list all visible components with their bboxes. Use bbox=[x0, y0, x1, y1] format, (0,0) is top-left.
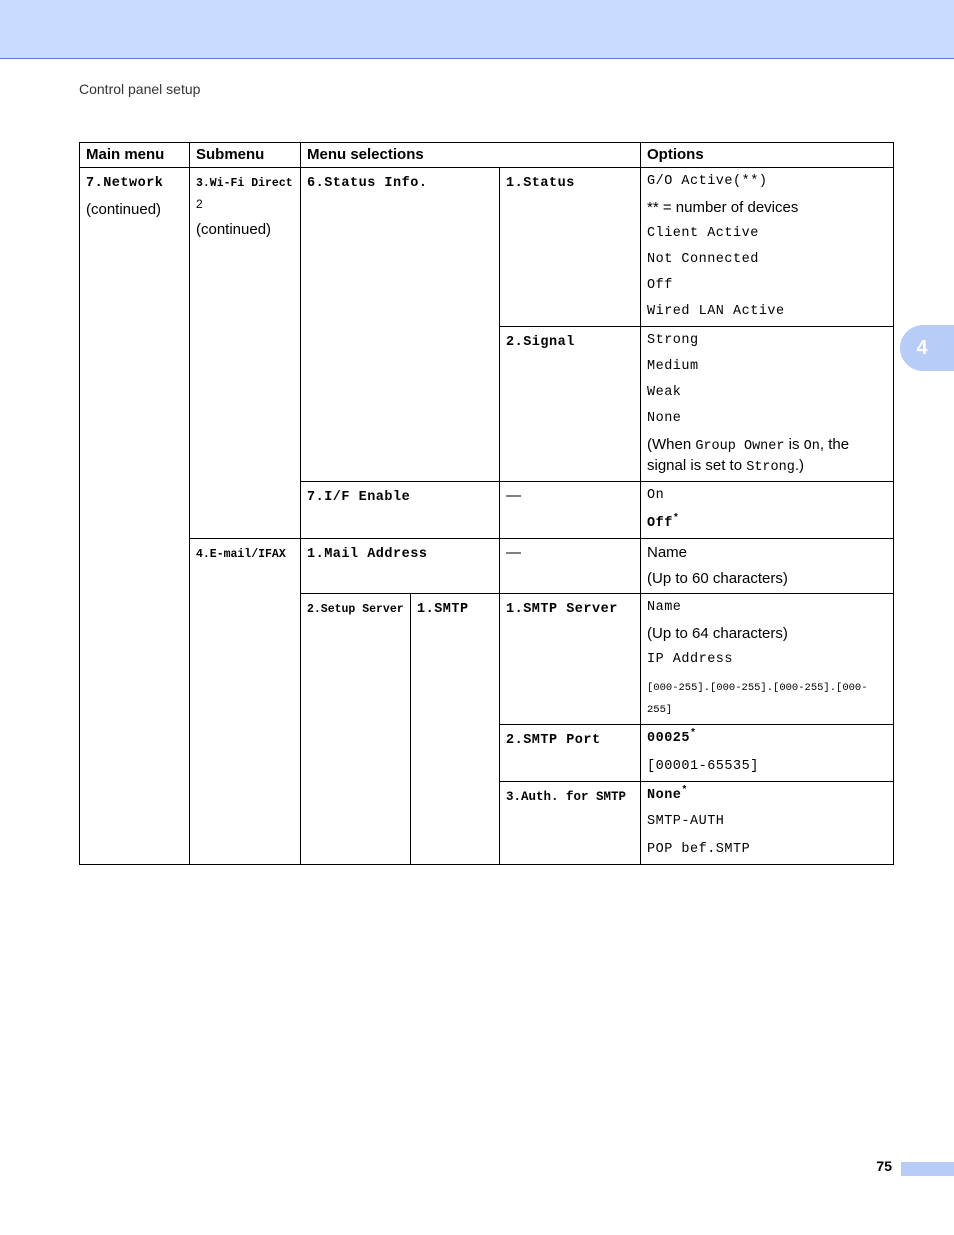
option-go-active: G/O Active(**) bbox=[647, 174, 768, 189]
table-header-row bbox=[80, 143, 894, 168]
column-header-main-menu: Main menu bbox=[80, 143, 190, 168]
submenu-continued: (continued) bbox=[196, 221, 272, 238]
option-not-connected: Not Connected bbox=[647, 252, 759, 267]
header-band bbox=[0, 0, 954, 59]
menu-signal: 2.Signal bbox=[506, 335, 575, 350]
main-menu-continued: (continued) bbox=[86, 201, 162, 218]
auth-options-cell bbox=[641, 782, 894, 865]
wifi-direct-footnote: 2 bbox=[196, 197, 203, 211]
smtp-port-cell bbox=[500, 725, 641, 782]
mail-address-cell bbox=[301, 539, 500, 594]
chapter-tab: 4 bbox=[900, 325, 954, 371]
status-info-cell bbox=[301, 168, 500, 482]
smtp-server-options-cell bbox=[641, 594, 894, 725]
main-menu-network: 7.Network bbox=[86, 176, 164, 191]
menu-smtp-port: 2.SMTP Port bbox=[506, 733, 601, 748]
menu-smtp: 1.SMTP bbox=[417, 602, 469, 617]
auth-cell bbox=[500, 782, 641, 865]
mail-address-dash-cell bbox=[500, 539, 641, 594]
option-port-default: 00025* bbox=[647, 728, 697, 746]
setup-server-cell bbox=[301, 594, 411, 865]
option-off: Off bbox=[647, 278, 673, 293]
option-name-mono: Name bbox=[647, 600, 682, 615]
option-ip-range: [000-255].[000-255].[000-255].[000-255] bbox=[647, 682, 868, 716]
menu-mail-address: 1.Mail Address bbox=[307, 547, 428, 562]
mail-address-options-cell bbox=[641, 539, 894, 594]
menu-status-info: 6.Status Info. bbox=[307, 176, 428, 191]
if-enable-dash-cell bbox=[500, 482, 641, 539]
page-number: 75 bbox=[876, 1158, 892, 1174]
smtp-cell bbox=[411, 594, 500, 865]
status-options-cell bbox=[641, 168, 894, 327]
option-wired-lan-active: Wired LAN Active bbox=[647, 304, 785, 319]
option-number-of-devices: ** = number of devices bbox=[647, 199, 799, 216]
option-smtp-auth: SMTP-AUTH bbox=[647, 814, 725, 829]
option-none-default: None* bbox=[647, 785, 688, 803]
if-enable-cell bbox=[301, 482, 500, 539]
dash: — bbox=[506, 487, 521, 504]
option-off-default: Off* bbox=[647, 513, 680, 531]
submenu-email-ifax: 4.E-mail/IFAX bbox=[196, 548, 286, 561]
signal-cell bbox=[500, 327, 641, 482]
signal-note: (When Group Owner is On, the signal is set to Strong.) bbox=[647, 436, 850, 475]
option-up-to-64: (Up to 64 characters) bbox=[647, 625, 788, 642]
if-enable-options-cell bbox=[641, 482, 894, 539]
column-header-options: Options bbox=[641, 143, 894, 168]
submenu-wifi-direct: 3.Wi-Fi Direct bbox=[196, 177, 293, 190]
smtp-port-options-cell bbox=[641, 725, 894, 782]
signal-options-cell bbox=[641, 327, 894, 482]
menu-auth-for-smtp: 3.Auth. for SMTP bbox=[506, 790, 627, 804]
column-header-submenu: Submenu bbox=[190, 143, 301, 168]
option-strong: Strong bbox=[647, 333, 699, 348]
page-number-bar bbox=[901, 1162, 954, 1176]
menu-setup-server: 2.Setup Server bbox=[307, 603, 404, 616]
menu-if-enable: 7.I/F Enable bbox=[307, 490, 411, 505]
main-menu-cell bbox=[80, 168, 190, 865]
option-none: None bbox=[647, 411, 682, 426]
option-name: Name bbox=[647, 544, 688, 561]
option-on: On bbox=[647, 488, 665, 503]
option-pop-bef-smtp: POP bef.SMTP bbox=[647, 842, 751, 857]
dash: — bbox=[506, 544, 521, 561]
option-weak: Weak bbox=[647, 385, 682, 400]
option-client-active: Client Active bbox=[647, 226, 759, 241]
submenu-wifi-direct-cell bbox=[190, 168, 301, 539]
status-cell bbox=[500, 168, 641, 327]
smtp-server-cell bbox=[500, 594, 641, 725]
menu-table bbox=[79, 142, 894, 865]
option-port-range: [00001-65535] bbox=[647, 759, 759, 774]
menu-smtp-server: 1.SMTP Server bbox=[506, 602, 618, 617]
option-up-to-60: (Up to 60 characters) bbox=[647, 570, 788, 587]
section-header: Control panel setup bbox=[79, 81, 201, 97]
submenu-email-cell bbox=[190, 539, 301, 865]
option-ip-address: IP Address bbox=[647, 652, 734, 667]
option-medium: Medium bbox=[647, 359, 699, 374]
column-header-menu-selections: Menu selections bbox=[301, 143, 641, 168]
menu-status: 1.Status bbox=[506, 176, 575, 191]
